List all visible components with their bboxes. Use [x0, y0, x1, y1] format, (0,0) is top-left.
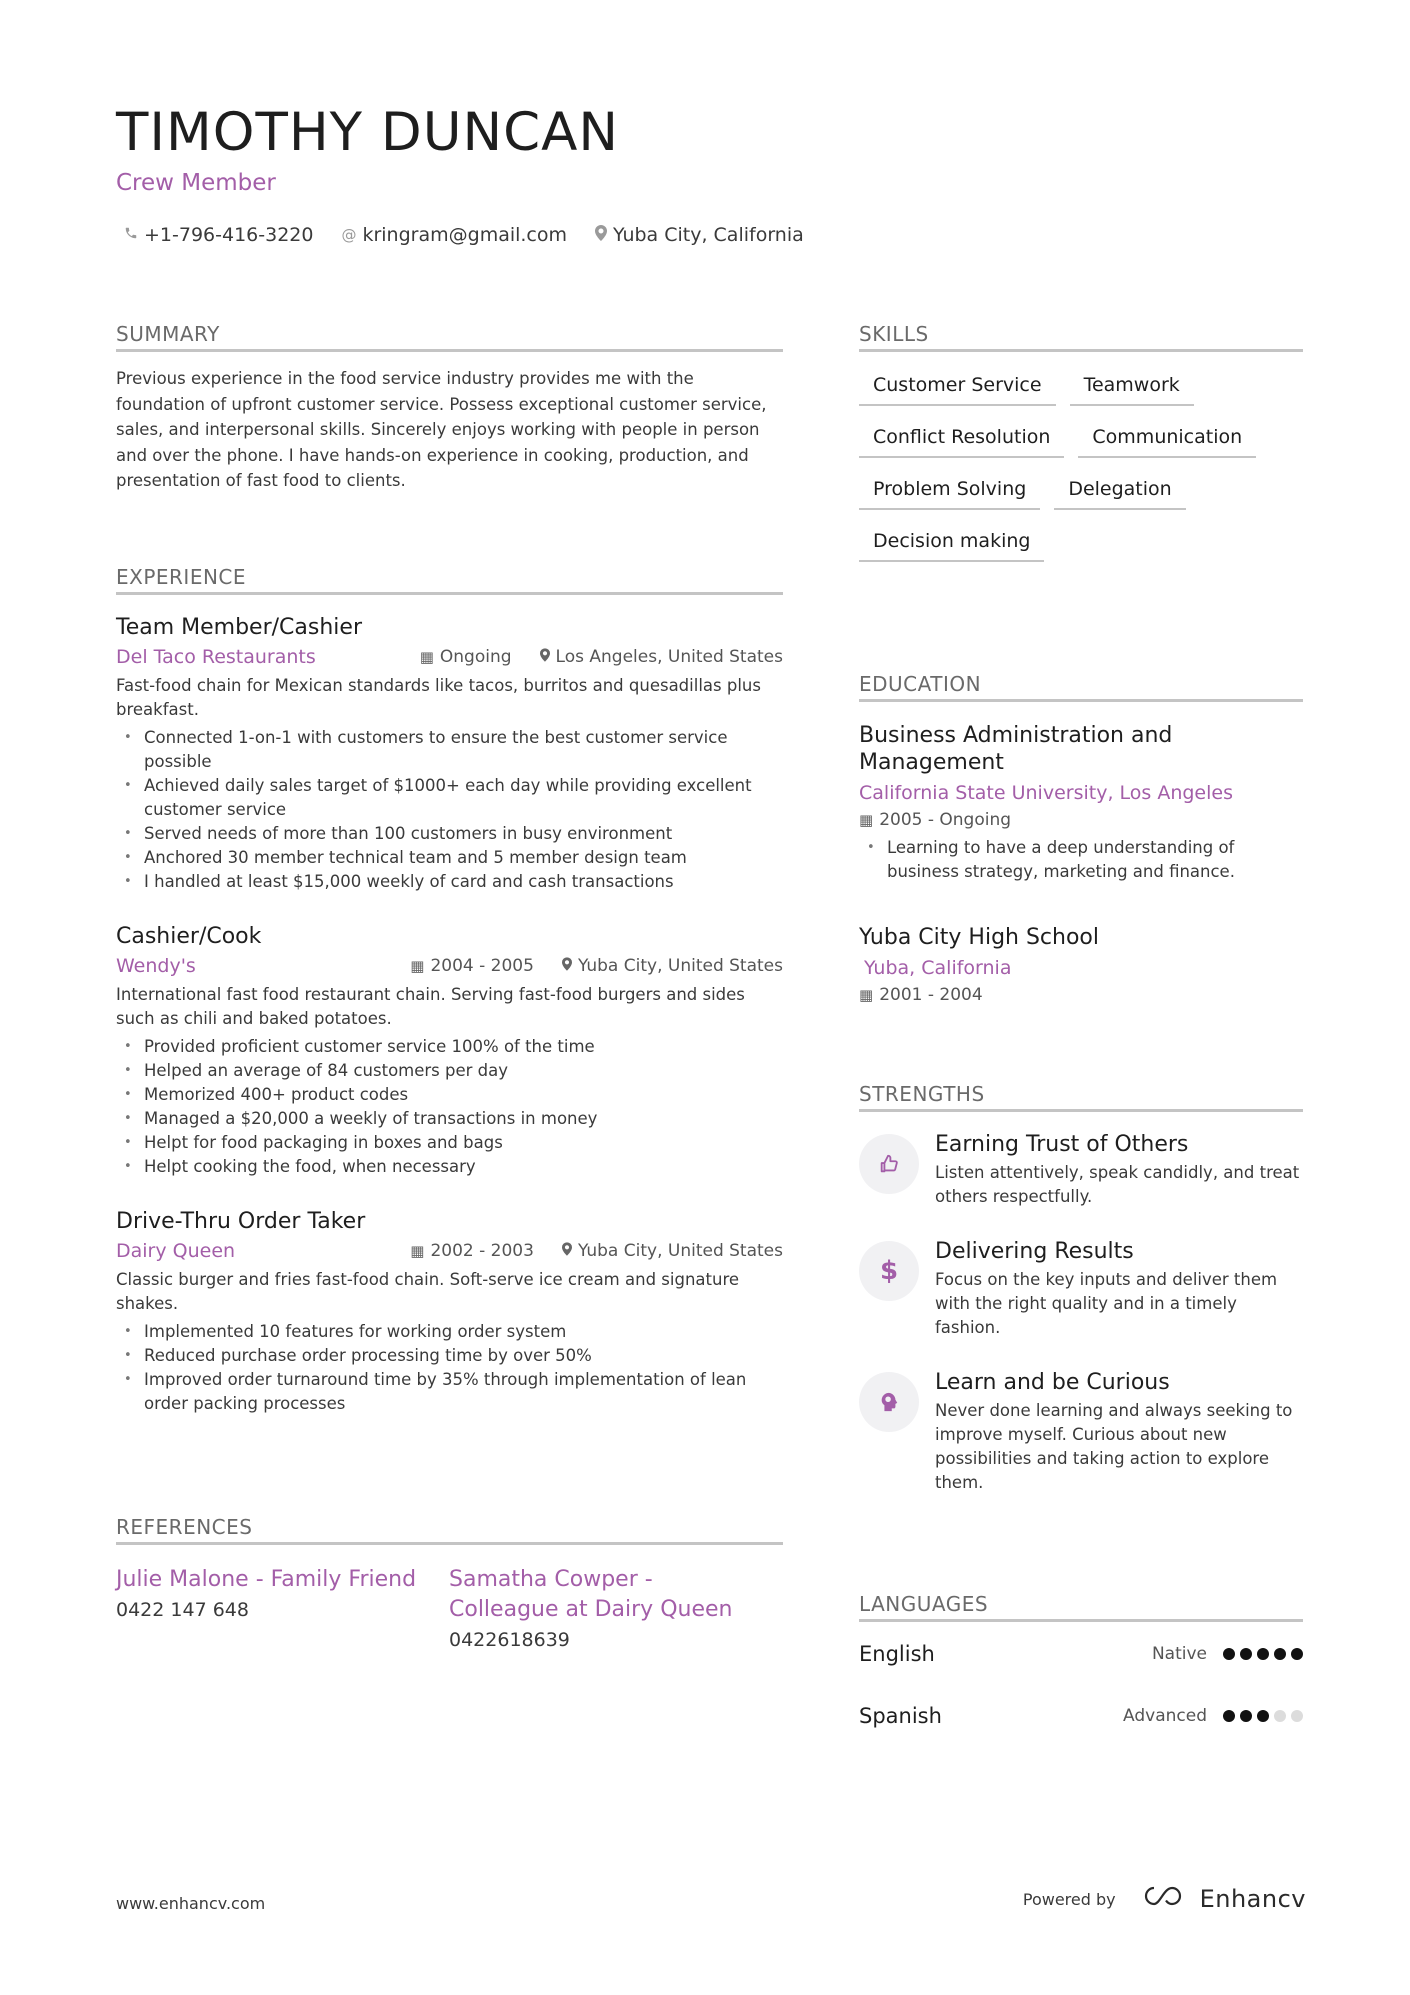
reference-entry — [116, 1565, 449, 1651]
reference-name: Samatha Cowper - Colleague at Dairy Queen — [449, 1567, 733, 1622]
education-entry — [859, 722, 1303, 884]
job-title: Cashier/Cook — [116, 924, 262, 949]
job-dates: 2004 - 2005 — [430, 956, 534, 976]
language-entry — [859, 1704, 1303, 1728]
strength-entry — [859, 1370, 1303, 1495]
contact-email[interactable] — [341, 224, 567, 246]
rating-dot-filled — [1240, 1710, 1252, 1722]
rating-dot-empty — [1274, 1710, 1286, 1722]
footer-branding — [1023, 1884, 1306, 1914]
education-institution: California State University, Los Angeles — [859, 782, 1233, 804]
reference-entry — [449, 1565, 782, 1651]
skill-tag: Delegation — [1054, 478, 1185, 510]
rating-dot-filled — [1257, 1648, 1269, 1660]
powered-by-text: Powered by — [1022, 1889, 1116, 1909]
calendar-icon: ▦ — [410, 957, 425, 975]
list-item: • Managed a $20,000 a weekly of transactions in money — [116, 1107, 783, 1131]
language-name: English — [859, 1642, 935, 1666]
rating-dot-filled — [1223, 1710, 1235, 1722]
footer-website[interactable]: www.enhancv.com — [116, 1894, 266, 1913]
brand-name: Enhancv — [1199, 1885, 1306, 1913]
languages-section — [859, 1592, 1303, 1728]
strength-entry — [859, 1132, 1303, 1209]
rating-dot-filled — [1223, 1648, 1235, 1660]
head-brain-icon — [859, 1372, 919, 1432]
skills-section — [859, 322, 1303, 562]
contact-bar — [124, 224, 804, 246]
list-item: • Helpt for food packaging in boxes and bags — [116, 1131, 783, 1155]
summary-title: SUMMARY — [116, 322, 783, 352]
location-pin-icon — [540, 648, 550, 666]
location-pin-icon — [562, 957, 572, 975]
job-location: Los Angeles, United States — [555, 647, 783, 667]
skill-tag: Problem Solving — [859, 478, 1040, 510]
job-bullets — [116, 1035, 783, 1179]
languages-title: LANGUAGES — [859, 1592, 1303, 1622]
phone-text: +1-796-416-3220 — [144, 224, 314, 246]
rating-dot-filled — [1240, 1648, 1252, 1660]
rating-dot-filled — [1257, 1710, 1269, 1722]
thumbs-up-icon — [859, 1134, 919, 1194]
strength-entry — [859, 1239, 1303, 1340]
skill-tag: Communication — [1078, 426, 1256, 458]
reference-phone: 0422 147 648 — [116, 1599, 249, 1621]
strengths-title: STRENGTHS — [859, 1082, 1303, 1112]
rating-dot-empty — [1291, 1710, 1303, 1722]
list-item: • I handled at least $15,000 weekly of card and cash transactions — [116, 870, 783, 894]
job-title: Drive-Thru Order Taker — [116, 1209, 366, 1234]
skill-tag: Decision making — [859, 530, 1044, 562]
education-section — [859, 672, 1303, 1005]
education-dates: 2005 - Ongoing — [879, 810, 1012, 830]
job-dates: Ongoing — [439, 647, 512, 667]
job-description: Classic burger and fries fast-food chain. Soft-serve ice cream and signature shakes. — [116, 1270, 740, 1313]
job-location: Yuba City, United States — [577, 956, 783, 976]
list-item: • Anchored 30 member technical team and 5 member design team — [116, 846, 783, 870]
at-icon: @ — [341, 226, 357, 244]
contact-location — [595, 224, 804, 246]
calendar-icon: ▦ — [410, 1242, 425, 1260]
strengths-section — [859, 1082, 1303, 1495]
list-item: • Achieved daily sales target of $1000+ each day while providing excellent customer service — [116, 774, 783, 822]
contact-phone[interactable] — [124, 224, 313, 246]
candidate-name: TIMOTHY DUNCAN — [116, 102, 620, 163]
education-degree: Yuba City High School — [859, 925, 1100, 950]
list-item: • Helpt cooking the food, when necessary — [116, 1155, 783, 1179]
education-institution: Yuba, California — [864, 957, 1012, 979]
list-item: • Reduced purchase order processing time by over 50% — [116, 1344, 783, 1368]
location-text: Yuba City, California — [613, 224, 804, 246]
language-entry — [859, 1642, 1303, 1666]
skill-tag: Conflict Resolution — [859, 426, 1064, 458]
references-title: REFERENCES — [116, 1515, 783, 1545]
job-bullets — [116, 1320, 783, 1416]
dollar-icon: $ — [859, 1241, 919, 1301]
skill-tag: Customer Service — [859, 374, 1056, 406]
infinity-logo-icon — [1142, 1884, 1190, 1914]
job-title: Team Member/Cashier — [116, 615, 362, 640]
summary-section — [116, 322, 783, 494]
job-entry — [116, 615, 783, 894]
job-dates: 2002 - 2003 — [430, 1241, 534, 1261]
list-item: • Served needs of more than 100 customers in busy environment — [116, 822, 783, 846]
email-text: kringram@gmail.com — [362, 224, 568, 246]
language-rating — [1223, 1648, 1303, 1660]
brand-logo[interactable] — [1142, 1884, 1306, 1914]
list-item: • Connected 1-on-1 with customers to ensure the best customer service possible — [116, 726, 783, 774]
list-item: • Provided proficient customer service 100% of the time — [116, 1035, 783, 1059]
job-company: Dairy Queen — [116, 1240, 236, 1262]
phone-icon — [124, 226, 138, 244]
job-entry — [116, 1209, 783, 1416]
list-item: • Improved order turnaround time by 35% through implementation of lean order packing processes — [116, 1368, 783, 1416]
location-pin-icon — [595, 225, 607, 245]
experience-section — [116, 565, 783, 1416]
language-rating — [1223, 1710, 1303, 1722]
strength-title: Delivering Results — [935, 1239, 1134, 1264]
strength-description: Never done learning and always seeking to improve myself. Curious about new possibilities and taking action to explore them. — [935, 1401, 1293, 1492]
job-location: Yuba City, United States — [577, 1241, 783, 1261]
language-level: Native — [1151, 1644, 1207, 1664]
job-entry — [116, 924, 783, 1179]
language-name: Spanish — [859, 1704, 942, 1728]
strength-title: Learn and be Curious — [935, 1370, 1170, 1395]
education-degree: Business Administration and Management — [859, 723, 1173, 775]
strength-description: Listen attentively, speak candidly, and treat others respectfully. — [935, 1163, 1300, 1206]
job-company: Del Taco Restaurants — [116, 646, 316, 668]
references-section — [116, 1515, 783, 1651]
job-company: Wendy's — [116, 955, 196, 977]
rating-dot-filled — [1291, 1648, 1303, 1660]
calendar-icon: ▦ — [419, 648, 434, 666]
job-description: Fast-food chain for Mexican standards like tacos, burritos and quesadillas plus breakfast. — [116, 676, 761, 719]
strength-title: Earning Trust of Others — [935, 1132, 1189, 1157]
strength-description: Focus on the key inputs and deliver them with the right quality and in a timely fashion. — [935, 1270, 1278, 1337]
list-item: • Learning to have a deep understanding of business strategy, marketing and finance. — [859, 836, 1303, 884]
reference-name: Julie Malone - Family Friend — [116, 1567, 417, 1592]
list-item: • Implemented 10 features for working order system — [116, 1320, 783, 1344]
candidate-role: Crew Member — [116, 170, 276, 196]
list-item: • Memorized 400+ product codes — [116, 1083, 783, 1107]
reference-phone: 0422618639 — [449, 1629, 570, 1651]
experience-title: EXPERIENCE — [116, 565, 783, 595]
education-dates: 2001 - 2004 — [879, 985, 983, 1005]
skills-title: SKILLS — [859, 322, 1303, 352]
calendar-icon: ▦ — [859, 811, 874, 829]
skill-tag: Teamwork — [1070, 374, 1194, 406]
location-pin-icon — [562, 1242, 572, 1260]
education-title: EDUCATION — [859, 672, 1303, 702]
language-level: Advanced — [1123, 1706, 1207, 1726]
job-description: International fast food restaurant chain. Serving fast-food burgers and sides such as chili and baked potatoes. — [116, 985, 745, 1028]
job-bullets — [116, 726, 783, 894]
resume-page — [116, 0, 1306, 1995]
education-entry — [859, 924, 1303, 1005]
list-item: • Helped an average of 84 customers per day — [116, 1059, 783, 1083]
summary-text: Previous experience in the food service industry provides me with the foundation of upfront customer service. Possess exceptional customer service, sales, and interpersonal skills. Sincerely enjoys working with people in person and over the phone. I have hands-on experience in cooking, production, and presentation of fast food to clients. — [116, 369, 767, 490]
rating-dot-filled — [1274, 1648, 1286, 1660]
calendar-icon: ▦ — [859, 986, 874, 1004]
